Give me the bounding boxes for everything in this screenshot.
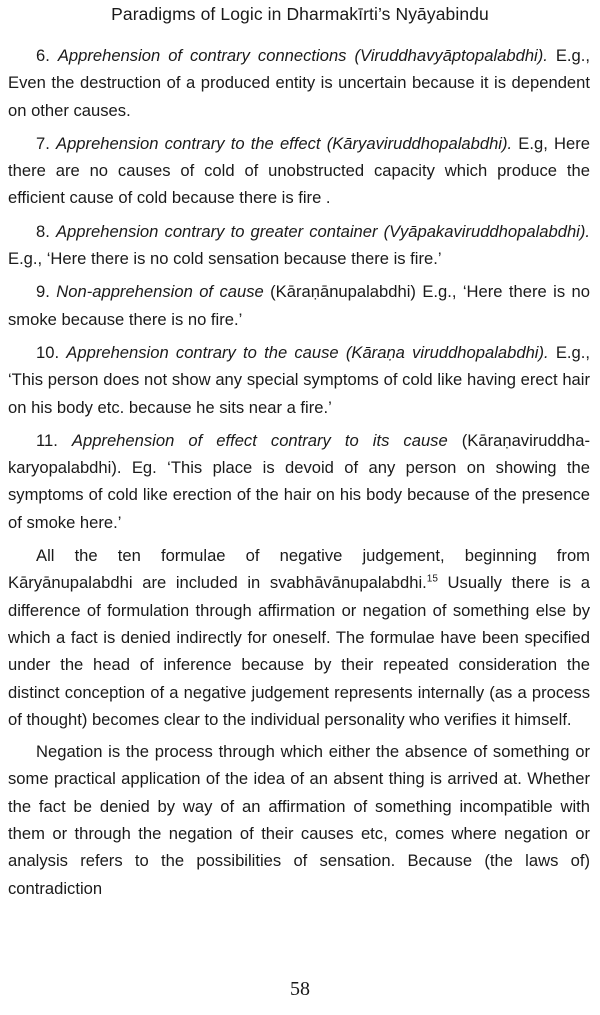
list-item xyxy=(8,42,590,124)
list-item xyxy=(8,339,590,421)
list-item xyxy=(8,278,590,333)
item-term: Apprehension of effect contrary to its cause xyxy=(71,430,448,450)
list-item xyxy=(8,218,590,273)
item-term: Apprehension contrary to greater container (Vyāpakaviruddhopalabdhi). xyxy=(55,221,590,241)
item-number: 8. xyxy=(36,221,50,241)
item-text: E.g., ‘This person does not show any special symptoms of cold like having erect hair on his body etc. because he sits near a fire.’ xyxy=(8,342,590,417)
item-term: Non-apprehension of cause xyxy=(56,282,264,302)
paragraph xyxy=(8,738,590,902)
item-text: E.g., ‘Here there is no cold sensation because there is fire.’ xyxy=(8,249,442,269)
item-number: 6. xyxy=(36,46,50,65)
body-text xyxy=(8,42,590,907)
item-term: Apprehension of contrary connections (Viruddhavyāptopalabdhi). xyxy=(57,46,548,65)
paragraph-text: Usually there is a difference of formulation through affirmation or negation of something else by which a fact is denied indirectly for oneself. The formulae have been specified under the head of inference because by their repeated consideration the distinct conception of a negative judgement represents internally (as a process of thought) becomes clear to the individual personality who verifies it himself. xyxy=(8,573,590,729)
paragraph-text: Negation is the process through which either the absence of something or some practical application of the idea of an absent thing is arrived at. Whether the fact be denied by way of an affirmation of something incompatible with them or through the negation of their causes etc, comes where negation or analysis refers to the possibilities of sensation. Because (the laws of) contradiction xyxy=(8,742,590,898)
item-term: Apprehension contrary to the effect (Kāryaviruddhopalabdhi). xyxy=(56,133,513,153)
item-text: (Kāraṇānupalabdhi) E.g., ‘Here there is no smoke because there is no fire.’ xyxy=(8,282,590,329)
item-number: 7. xyxy=(36,133,50,153)
paragraph-text: All the ten formulae of negative judgement, beginning from Kāryānupalabdhi are included in svabhāvānupalabdhi. xyxy=(8,546,590,593)
list-item xyxy=(8,427,590,536)
item-term: Apprehension contrary to the cause (Kāraṇa viruddhopalabdhi). xyxy=(66,342,549,362)
item-number: 11. xyxy=(36,430,58,450)
item-text: E.g, Here there are no causes of cold of unobstructed capacity which produce the efficient cause of cold because there is fire . xyxy=(8,133,590,208)
item-text: (Kāraṇaviruddha-karyopalabdhi). Eg. ‘This place is devoid of any person on showing the symptoms of cold like erection of the hair on his body because of the presence of smoke here.’ xyxy=(8,430,590,532)
paragraph xyxy=(8,542,590,733)
list-item xyxy=(8,130,590,212)
item-number: 9. xyxy=(36,282,50,302)
footnote-marker: 15 xyxy=(426,573,438,585)
running-head: Paradigms of Logic in Dharmakīrti’s Nyāyabindu xyxy=(111,4,489,24)
page-number: 58 xyxy=(290,978,310,1000)
item-number: 10. xyxy=(36,342,60,362)
item-text: E.g., Even the destruction of a produced entity is uncertain because it is dependent on other causes. xyxy=(8,46,590,120)
